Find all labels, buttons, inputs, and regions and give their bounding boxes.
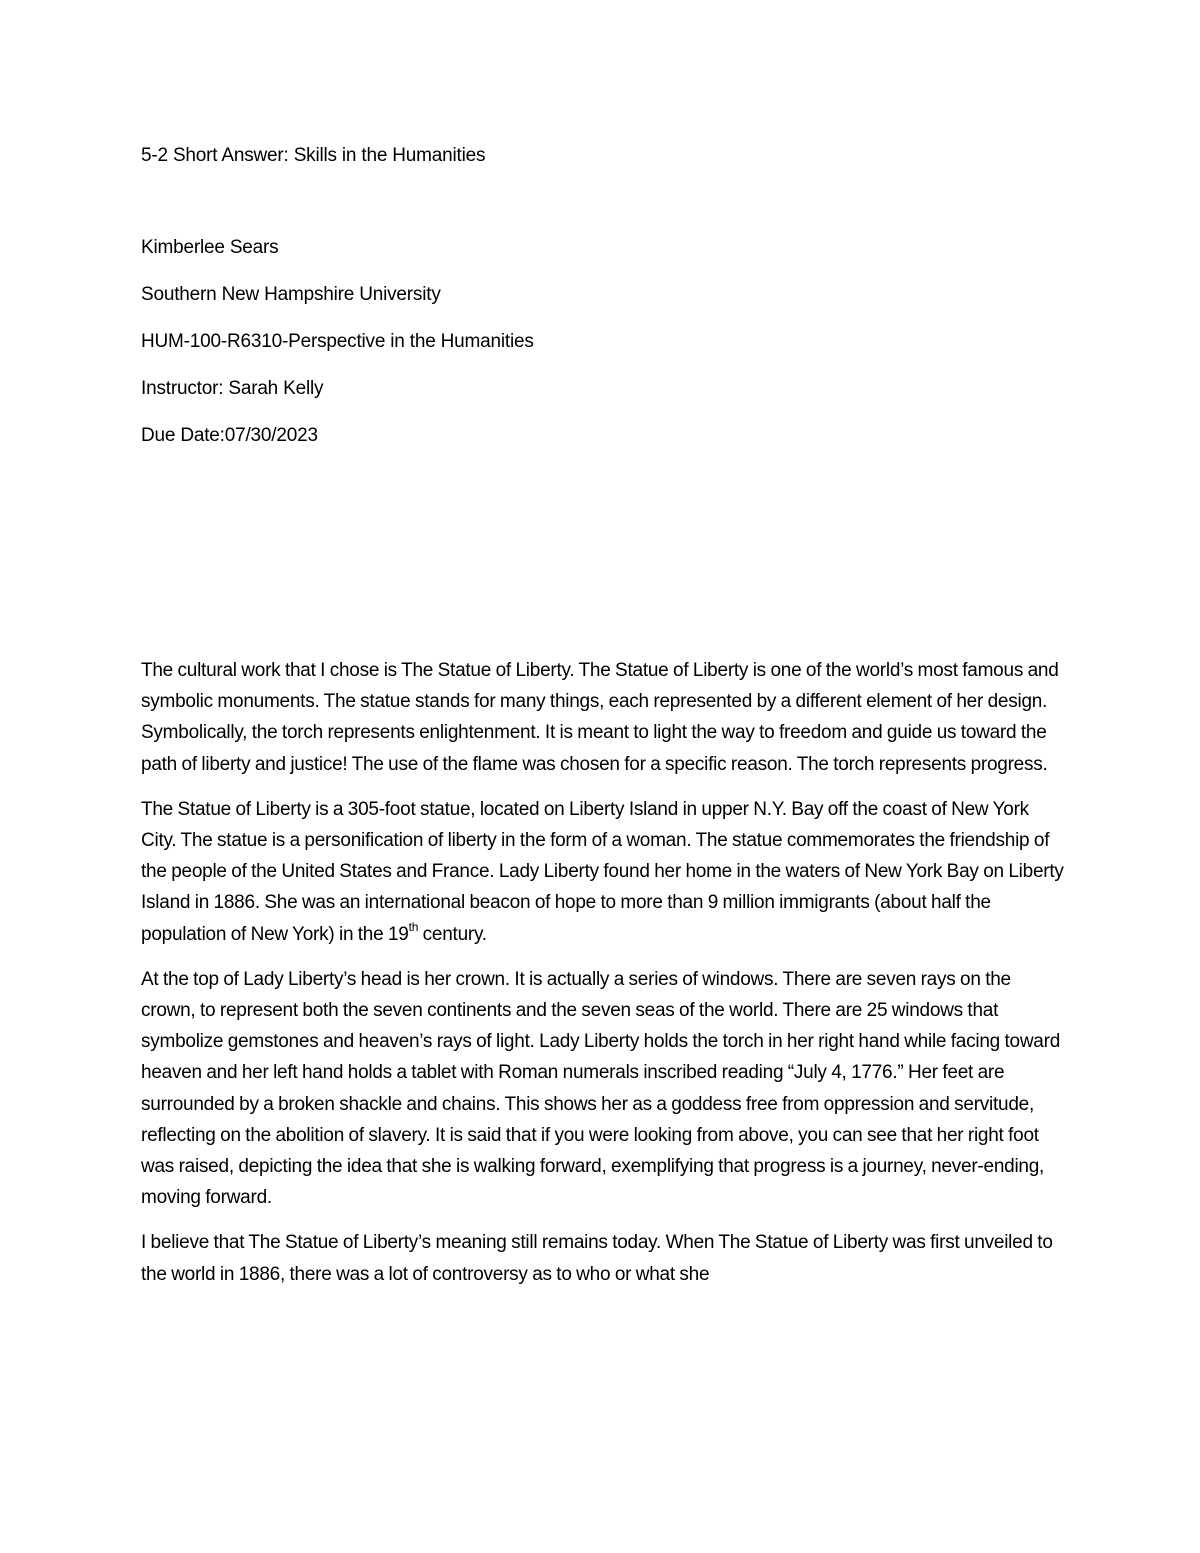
- document-body: [141, 655, 1066, 1304]
- document-header: [141, 142, 1061, 469]
- author-name: Kimberlee Sears: [141, 237, 279, 258]
- paragraph-4: I believe that The Statue of Liberty’s meaning still remains today. When The Statue of Liberty was first unveiled to the world in 1886, there was a lot of controversy as to who or what she: [141, 1232, 1053, 1285]
- paragraph-2: [141, 794, 1066, 950]
- document-meta: [141, 234, 1061, 450]
- paragraph-2-text: The Statue of Liberty is a 305-foot statue, located on Liberty Island in upper N.Y. Bay off the coast of New York City. The statue is a personification of liberty in the form of a woman. The statue commemorates the friendship of the people of the United States and France. Lady Liberty found her home in the waters of New York Bay on Liberty Island in 1886. She was an international beacon of hope to more than 9 million immigrants (about half the population of New York) in the 19: [141, 798, 1064, 945]
- paragraph-2-tail: century.: [418, 923, 487, 945]
- due-date: Due Date:07/30/2023: [141, 425, 318, 446]
- paragraph-1: The cultural work that I chose is The Statue of Liberty. The Statue of Liberty is one of the world’s most famous and symbolic monuments. The statue stands for many things, each represented by a different element of her design. Symbolically, the torch represents enlightenment. It is meant to light the way to freedom and guide us toward the path of liberty and justice! The use of the flame was chosen for a specific reason. The torch represents progress.: [141, 660, 1059, 775]
- document-title: 5-2 Short Answer: Skills in the Humanities: [141, 145, 486, 166]
- ordinal-superscript: th: [408, 920, 419, 935]
- course-name: HUM-100-R6310-Perspective in the Humanities: [141, 331, 534, 352]
- institution-name: Southern New Hampshire University: [141, 284, 441, 305]
- instructor-name: Instructor: Sarah Kelly: [141, 378, 324, 399]
- paragraph-3: At the top of Lady Liberty’s head is her crown. It is actually a series of windows. There are seven rays on the crown, to represent both the seven continents and the seven seas of the world. There are 25 windows that symbolize gemstones and heaven’s rays of light. Lady Liberty holds the torch in her right hand while facing toward heaven and her left hand holds a tablet with Roman numerals inscribed reading “July 4, 1776.” Her feet are surrounded by a broken shackle and chains. This shows her as a goddess free from oppression and servitude, reflecting on the abolition of slavery. It is said that if you were looking from above, you can see that her right foot was raised, depicting the idea that she is walking forward, exemplifying that progress is a journey, never-ending, moving forward.: [141, 968, 1061, 1209]
